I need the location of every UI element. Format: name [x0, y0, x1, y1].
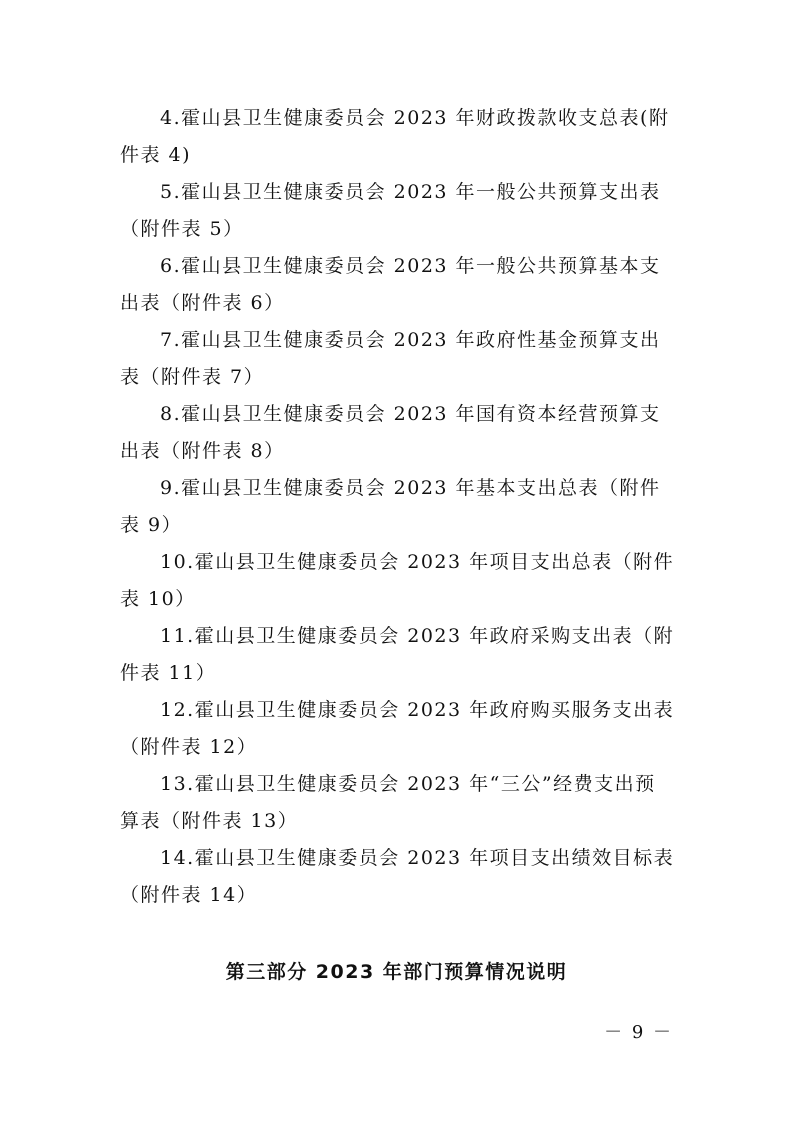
list-item-line: 4.霍山县卫生健康委员会 2023 年财政拨款收支总表(附: [160, 107, 670, 129]
page-number: － 9 －: [604, 1022, 673, 1043]
list-item-line: 表 10）: [120, 588, 196, 610]
list-item-line: 6.霍山县卫生健康委员会 2023 年一般公共预算基本支: [160, 255, 661, 277]
list-item-line: 出表（附件表 6）: [120, 292, 285, 314]
list-item-line: （附件表 12）: [120, 736, 258, 758]
list-item-line: 表 9）: [120, 514, 183, 536]
list-item: [120, 470, 680, 544]
list-item-line: 件表 11）: [120, 662, 217, 684]
list-item-line: 5.霍山县卫生健康委员会 2023 年一般公共预算支出表: [160, 181, 661, 203]
list-item-line: （附件表 14）: [120, 884, 258, 906]
list-item-line: 10.霍山县卫生健康委员会 2023 年项目支出总表（附件: [160, 551, 675, 573]
list-item: [120, 248, 680, 322]
list-item: [120, 692, 680, 766]
list-item-line: 8.霍山县卫生健康委员会 2023 年国有资本经营预算支: [160, 403, 661, 425]
list-item-line: 12.霍山县卫生健康委员会 2023 年政府购买服务支出表: [160, 699, 675, 721]
list-item-line: 11.霍山县卫生健康委员会 2023 年政府采购支出表（附: [160, 625, 675, 647]
list-item: [120, 544, 680, 618]
list-item: [120, 396, 680, 470]
list-item: [120, 174, 680, 248]
list-item-line: 13.霍山县卫生健康委员会 2023 年“三公”经费支出预: [160, 773, 656, 795]
section-title: 第三部分 2023 年部门预算情况说明: [225, 961, 568, 983]
list-item-line: 9.霍山县卫生健康委员会 2023 年基本支出总表（附件: [160, 477, 661, 499]
attachment-list: [120, 100, 680, 914]
list-item: [120, 322, 680, 396]
list-item: [120, 100, 680, 174]
list-item-line: 表（附件表 7）: [120, 366, 265, 388]
list-item-line: 7.霍山县卫生健康委员会 2023 年政府性基金预算支出: [160, 329, 661, 351]
list-item-line: 件表 4): [120, 144, 192, 166]
list-item-line: 出表（附件表 8）: [120, 440, 285, 462]
list-item: [120, 840, 680, 914]
list-item: [120, 766, 680, 840]
list-item-line: 14.霍山县卫生健康委员会 2023 年项目支出绩效目标表: [160, 847, 675, 869]
list-item-line: 算表（附件表 13）: [120, 810, 299, 832]
list-item: [120, 618, 680, 692]
list-item-line: （附件表 5）: [120, 218, 244, 240]
